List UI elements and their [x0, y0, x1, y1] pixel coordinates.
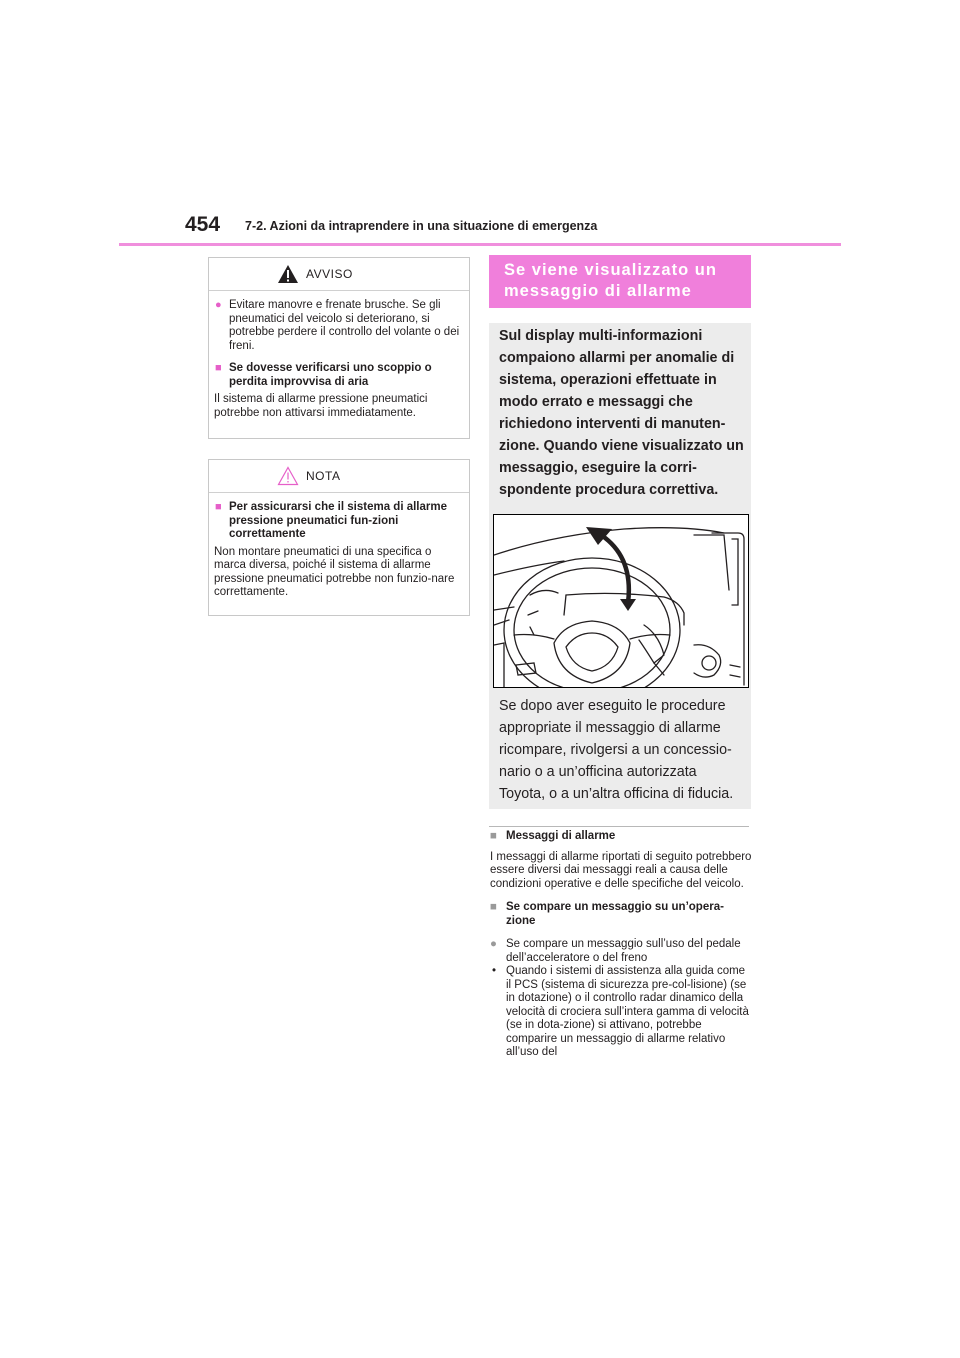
notice-box: [208, 459, 470, 616]
dot-bullet-icon: •: [492, 965, 497, 977]
alarm-messages-paragraph: I messaggi di allarme riportati di seguito potrebbero essere diversi dai messaggi reali a causa delle condizioni operative e delle specifiche del veicolo.: [490, 850, 752, 890]
warning-box: [208, 257, 470, 439]
steering-wheel-display-drawing: [494, 515, 748, 687]
warning-box-title: AVVISO: [306, 267, 353, 281]
notice-box-header: [209, 460, 469, 493]
pedal-message-text: Se compare un messaggio sull’uso del pedale dell’acceleratore o del freno: [506, 938, 741, 964]
caution-triangle-icon: [277, 466, 299, 486]
notice-box-title: NOTA: [306, 469, 341, 483]
warning-triangle-icon: [277, 264, 299, 284]
alarm-messages-section: [490, 830, 752, 1060]
notice-item-heading: Per assicurarsi che il sistema di allarme pressione pneumatici fun-zioni correttamente: [229, 501, 447, 540]
alarm-intro-text: Sul display multi-informazioni compaiono allarmi per anomalie di sistema, operazioni effettuate in modo errato e messaggi che richiedono interventi di manuten-zione. Quando viene visualizzato un messaggio, eseguire la corri-spondente procedura correttiva.: [499, 328, 744, 498]
square-bullet-icon: ■: [490, 901, 497, 913]
header-rule: [119, 243, 841, 246]
page-number: 454: [185, 213, 221, 236]
alarm-after-text: Se dopo aver eseguito le procedure appropriate il messaggio di allarme ricompare, rivolgersi a un concessio-nario o a un’officina autorizzata Toyota, o a un’altra officina di fiducia.: [499, 698, 734, 802]
square-bullet-icon: ■: [215, 362, 222, 374]
warning-item-heading: Se dovesse verificarsi uno scoppio o perdita improvvisa di aria: [229, 362, 432, 388]
dashboard-illustration: [493, 514, 749, 688]
circle-bullet-icon: ●: [490, 938, 497, 950]
alarm-section-title: Se viene visualizzato un messaggio di allarme: [489, 255, 751, 308]
warning-item-body: Il sistema di allarme pressione pneumatici potrebbe non attivarsi immediatamente.: [214, 393, 428, 419]
notice-item-body: Non montare pneumatici di una specifica o marca diversa, poiché il sistema di allarme pressione pneumatici potrebbe non funzio-nare correttamente.: [214, 545, 455, 598]
operation-message-heading: Se compare un messaggio su un’opera-zione: [506, 901, 724, 927]
square-bullet-icon: ■: [215, 501, 222, 513]
warning-box-header: [209, 258, 469, 291]
circle-bullet-icon: ●: [215, 299, 222, 311]
section-divider: [489, 826, 749, 827]
section-title: 7-2. Azioni da intraprendere in una situazione di emergenza: [245, 219, 598, 233]
assist-system-text: Quando i sistemi di assistenza alla guida come il PCS (sistema di sicurezza pre-col-lisione) (se in dotazione) o il controllo radar dinamico della velocità di crociera sull’intera gamma di velocità (se in dota-zione) si attivano, potrebbe comparire un messaggio di allarme relativo all’uso del: [506, 965, 749, 1058]
square-bullet-icon: ■: [490, 830, 497, 842]
warning-item-text: Evitare manovre e frenate brusche. Se gli pneumatici del veicolo si deteriorano, si potrebbe perdere il controllo del volante o dei freni.: [229, 299, 460, 352]
alarm-messages-heading: Messaggi di allarme: [506, 830, 616, 842]
